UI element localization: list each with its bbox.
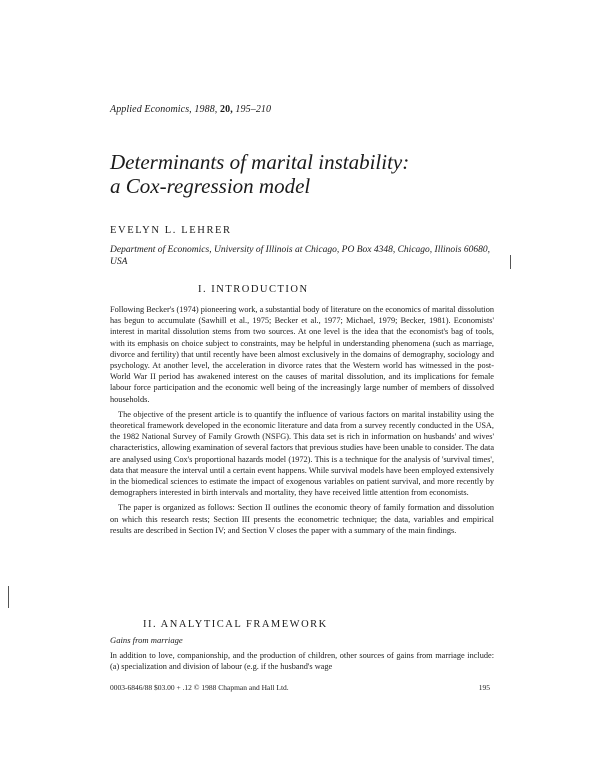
author-affiliation: Department of Economics, University of Illinois at Chicago, PO Box 4348, Chicago, Illinois 60680, USA <box>110 245 490 267</box>
journal-name: Applied Economics, <box>110 104 192 115</box>
copyright-line: 0003-6846/88 $03.00 + .12 © 1988 Chapman and Hall Ltd. <box>110 683 289 692</box>
page-footer <box>110 683 490 692</box>
subsection-heading: Gains from marriage <box>110 635 183 645</box>
scan-mark <box>510 255 511 269</box>
section-heading-introduction: I. INTRODUCTION <box>198 284 309 295</box>
journal-pages: 195–210 <box>235 104 272 115</box>
page-number: 195 <box>478 683 490 692</box>
title-line-1: Determinants of marital instability: <box>110 150 410 174</box>
intro-paragraph-1: Following Becker's (1974) pioneering work, a substantial body of literature on the economics of marital dissolution has begun to accumulate (Sawhill et al., 1975; Becker et al., 1977; Michael, 1979; Becker, 1981). Economists' interest in marital dissolution stems from two sources. At one level is the idea that the economist's bag of tools, with its emphasis on choice subject to constraints, may be helpful in understanding phenomena (such as marriage, divorce and fertility) that until recently have been almost exclusively in the domains of demography, sociology and psychology. At another level, the acceleration in divorce rates that the Western world has witnessed in the post-World War II period has awakened interest on the causes of marital dissolution, and its implications for female labour force participation and the economic well being of the increasingly large number of members of dissolved households. <box>110 305 494 404</box>
section-heading-analytical-framework: II. ANALYTICAL FRAMEWORK <box>143 619 328 630</box>
paper-title <box>110 150 530 198</box>
section2-paragraph: In addition to love, companionship, and the production of children, other sources of gains from marriage include: (a) specialization and division of labour (e.g. if the husband's wage <box>110 651 494 672</box>
intro-paragraph-2: The objective of the present article is to quantify the influence of various factors on marital instability using the theoretical framework developed in the economic literature and data from a survey recently conducted in the USA, the 1982 National Survey of Family Growth (NSFG). This data set is rich in information on husbands' and wives' characteristics, allowing examination of several factors that previous studies have been unable to consider. The data are analysed using Cox's proportional hazards model (1972). This is a technique for the analysis of 'survival times', data that measure the interval until a certain event happens. While survival models have been employed extensively in the biomedical sciences to estimate the impact of exogenous variables on patient survival, and more recently by demographers interested in birth intervals and mortality, they have received little attention from economists. <box>110 409 494 498</box>
intro-paragraph-3: The paper is organized as follows: Section II outlines the economic theory of family formation and dissolution on which this research rests; Section III presents the econometric technique; the data, variables and empirical results are described in Section IV; and Section V closes the paper with a summary of the main findings. <box>110 503 494 535</box>
journal-citation <box>110 104 271 115</box>
journal-year: 1988, <box>194 104 218 115</box>
title-line-2: a Cox-regression model <box>110 174 311 198</box>
author-name: EVELYN L. LEHRER <box>110 225 232 236</box>
scan-mark <box>8 586 9 608</box>
journal-volume: 20, <box>220 104 233 115</box>
introduction-body <box>110 304 494 540</box>
